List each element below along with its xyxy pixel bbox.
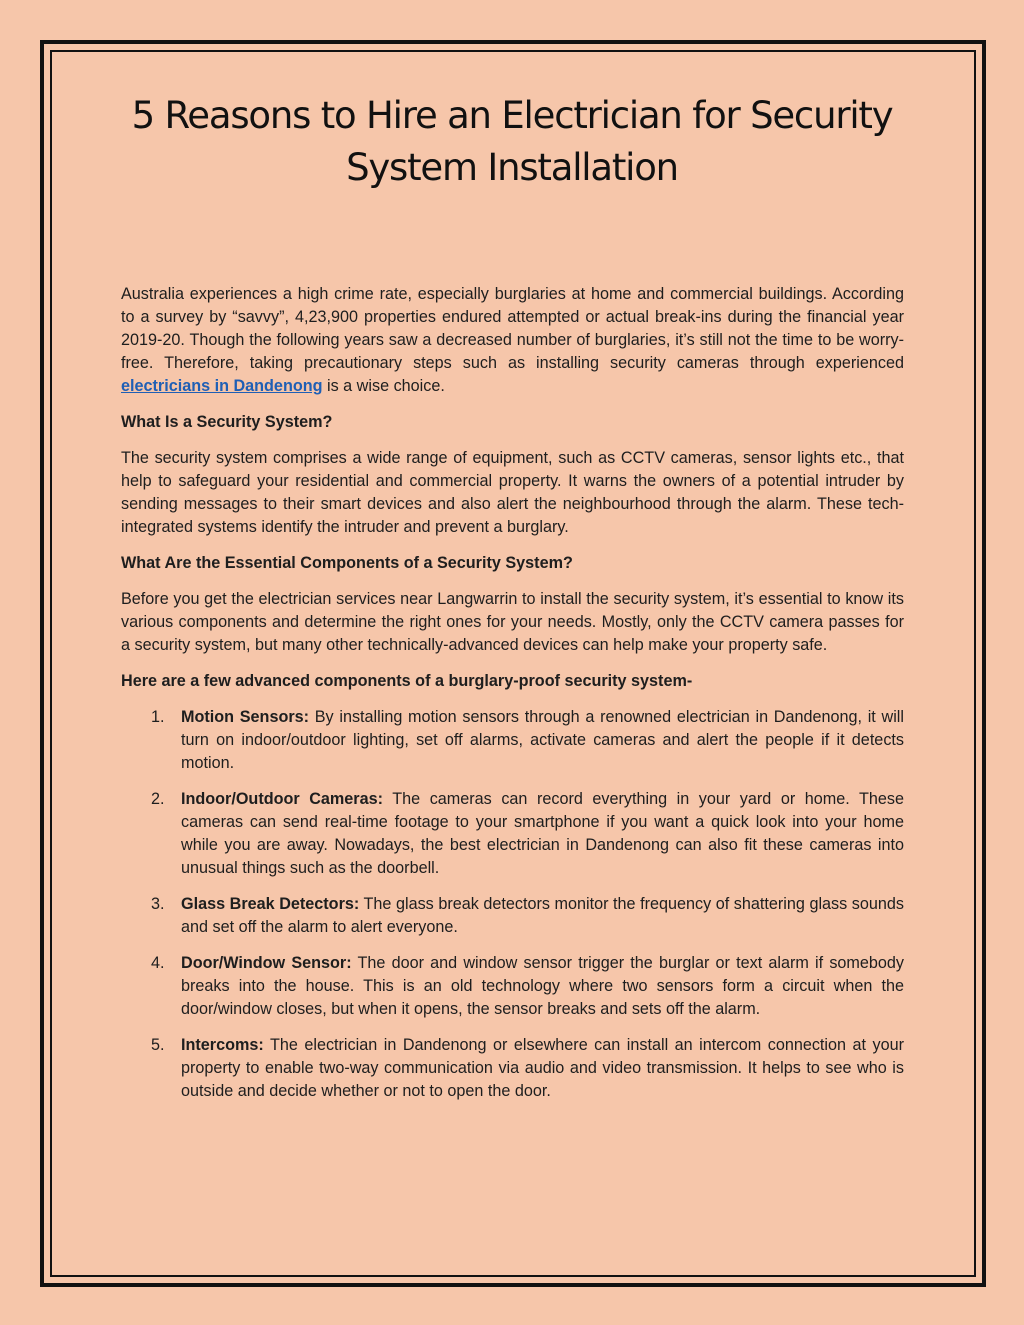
document-title-line-2: System Installation — [346, 146, 678, 189]
list-item-name: Motion Sensors: — [181, 708, 310, 726]
list-item-number: 1. — [151, 708, 165, 726]
components-list — [121, 706, 904, 1103]
list-item — [121, 893, 904, 939]
list-item-number: 3. — [151, 895, 165, 913]
intro-paragraph — [121, 283, 904, 398]
list-item-name: Indoor/Outdoor Cameras: — [181, 790, 384, 808]
list-item-name: Glass Break Detectors: — [181, 895, 360, 913]
list-item — [121, 706, 904, 775]
list-item-description: The cameras can record everything in your yard or home. These cameras can send real-time footage to your smartphone if you want a quick look into your home while you are away. Nowadays, the best electrician in Dandenong can also fit these cameras into unusual things such as the doorbell. — [181, 790, 904, 877]
section-body-essential-components: Before you get the electrician services near Langwarrin to install the security system, it’s essential to know its various components and determine the right ones for your needs. Mostly, only the CCTV camera passes for a security system, but many other technically-advanced devices can help make your property safe. — [121, 590, 904, 654]
list-item-description: The door and window sensor trigger the burglar or text alarm if somebody breaks into the house. This is an old technology where two sensors form a circuit when the door/window closes, but when it opens, the sensor breaks and sets off the alarm. — [181, 954, 905, 1018]
list-item — [121, 788, 904, 880]
list-item-number: 2. — [151, 790, 165, 808]
electricians-in-dandenong-link[interactable]: electricians in Dandenong — [121, 377, 323, 395]
document-title — [0, 90, 1024, 194]
list-item-description: The glass break detectors monitor the frequency of shattering glass sounds and set off the alarm to alert everyone. — [181, 895, 904, 936]
section-body-security-system: The security system comprises a wide range of equipment, such as CCTV cameras, sensor lights etc., that help to safeguard your residential and commercial property. It warns the owners of a potential intruder by sending messages to their smart devices and also alert the neighbourhood through the alarm. These tech-integrated systems identify the intruder and prevent a burglary. — [121, 449, 904, 536]
list-item-description: By installing motion sensors through a renowned electrician in Dandenong, it will turn on indoor/outdoor lighting, set off alarms, activate cameras and alert the people if it detects motion. — [181, 708, 904, 772]
list-item-number: 4. — [151, 954, 165, 972]
list-item-description: The electrician in Dandenong or elsewhere can install an intercom connection at your property to enable two-way communication via audio and video transmission. It helps to see who is outside and decide whether or not to open the door. — [181, 1036, 904, 1100]
list-item-number: 5. — [151, 1036, 165, 1054]
list-item-name: Intercoms: — [181, 1036, 264, 1054]
intro-text-after-link: is a wise choice. — [322, 377, 445, 395]
section-heading-essential-components: What Are the Essential Components of a Security System? — [121, 554, 573, 572]
article-body — [121, 283, 904, 1116]
components-list-intro: Here are a few advanced components of a burglary-proof security system- — [121, 672, 693, 690]
list-item-name: Door/Window Sensor: — [181, 954, 352, 972]
list-item — [121, 952, 904, 1021]
list-item — [121, 1034, 904, 1103]
section-heading-security-system: What Is a Security System? — [121, 413, 333, 431]
document-title-line-1: 5 Reasons to Hire an Electrician for Security — [131, 94, 893, 137]
intro-text-before-link: Australia experiences a high crime rate, especially burglaries at home and commercial buildings. According to a survey by “savvy”, 4,23,900 properties endured attempted or actual break-ins during the financial year 2019-20. Though the following years saw a decreased number of burglaries, it’s still not the time to be worry-free. Therefore, taking precautionary steps such as installing security cameras through experienced — [121, 285, 904, 372]
